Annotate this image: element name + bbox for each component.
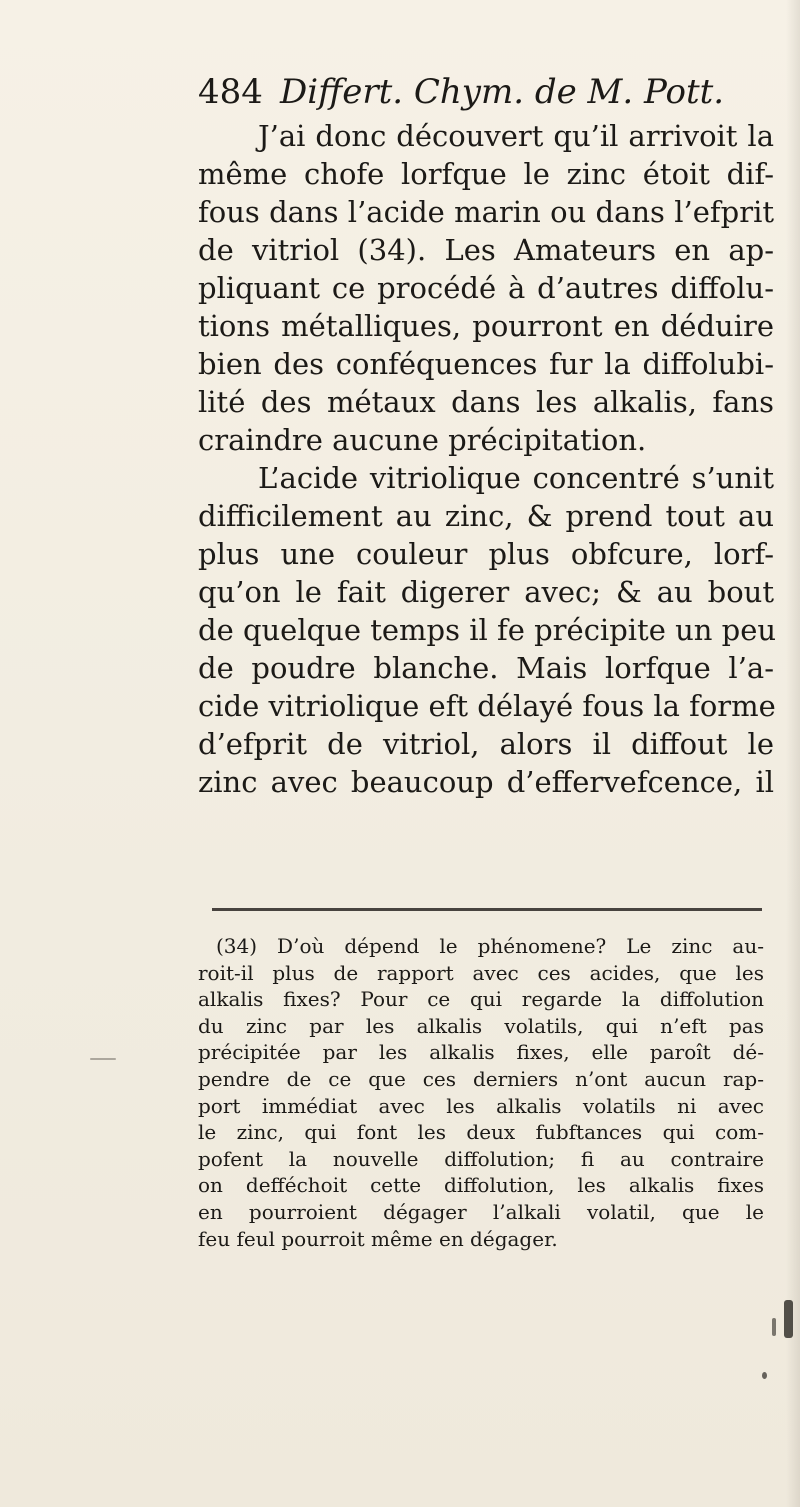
text-line: J’ai donc découvert qu’il arrivoit la xyxy=(258,119,774,153)
text-line: cide vitriolique eft délayé fous la forme xyxy=(198,689,776,723)
footnote xyxy=(198,933,764,1252)
running-title: Differt. Chym. de M. Pott. xyxy=(280,72,725,112)
text-line: de quelque temps il fe précipite un peu xyxy=(198,613,777,647)
text-line: difficilement au zinc, & prend tout au xyxy=(198,499,774,533)
text-line: tions métalliques, pourront en déduire xyxy=(198,309,774,343)
text-line: même chofe lorfque le zinc étoit dif- xyxy=(198,157,774,191)
ink-speck xyxy=(762,1372,767,1379)
text-line: d’efprit de vitriol, alors il diffout le xyxy=(198,727,774,761)
text-line: qu’on le fait digerer avec; & au bout xyxy=(198,575,774,609)
text-line: L’acide vitriolique concentré s’unit xyxy=(258,461,774,495)
text-line: de vitriol (34). Les Amateurs en ap- xyxy=(198,233,774,267)
text-line: zinc avec beaucoup d’effervefcence, il xyxy=(198,765,774,799)
ink-speck xyxy=(772,1318,776,1336)
footnote-line: le zinc, qui font les deux fubftances qui com- xyxy=(198,1120,764,1145)
text-line: bien des conféquences fur la diffolubi- xyxy=(198,347,774,381)
ink-speck xyxy=(90,1058,116,1060)
page-number: 484 xyxy=(198,72,263,112)
footnote-line: en pourroient dégager l’alkali volatil, que le xyxy=(198,1199,764,1224)
footnote-line: roit-il plus de rapport avec ces acides, que les xyxy=(198,960,764,985)
text-line: lité des métaux dans les alkalis, fans xyxy=(198,385,774,419)
text-line: de poudre blanche. Mais lorfque l’a- xyxy=(198,651,774,685)
footnote-separator-rule xyxy=(212,908,762,911)
text-line: pliquant ce procédé à d’autres diffolu- xyxy=(198,271,774,305)
main-text xyxy=(198,117,777,801)
footnote-line: pofent la nouvelle diffolution; fi au contraire xyxy=(198,1146,764,1171)
footnote-line: feu feul pourroit même en dégager. xyxy=(198,1226,558,1251)
page-edge-shadow xyxy=(786,0,800,1507)
footnote-line: précipitée par les alkalis fixes, elle paroît dé- xyxy=(198,1040,764,1065)
footnote-line: port immédiat avec les alkalis volatils ni avec xyxy=(198,1093,764,1118)
page-header xyxy=(198,70,758,114)
footnote-line: on defféchoit cette diffolution, les alkalis fixes xyxy=(198,1173,764,1198)
ink-speck xyxy=(784,1300,793,1338)
text-line: craindre aucune précipitation. xyxy=(198,423,647,457)
footnote-line: (34) D’où dépend le phénomene? Le zinc au- xyxy=(216,934,764,958)
footnote-line: du zinc par les alkalis volatils, qui n’eft pas xyxy=(198,1013,764,1038)
text-line: fous dans l’acide marin ou dans l’efprit xyxy=(198,195,774,229)
text-line: plus une couleur plus obfcure, lorf- xyxy=(198,537,774,571)
footnote-line: pendre de ce que ces derniers n’ont aucun rap- xyxy=(198,1066,764,1091)
footnote-line: alkalis fixes? Pour ce qui regarde la diffolution xyxy=(198,987,764,1012)
